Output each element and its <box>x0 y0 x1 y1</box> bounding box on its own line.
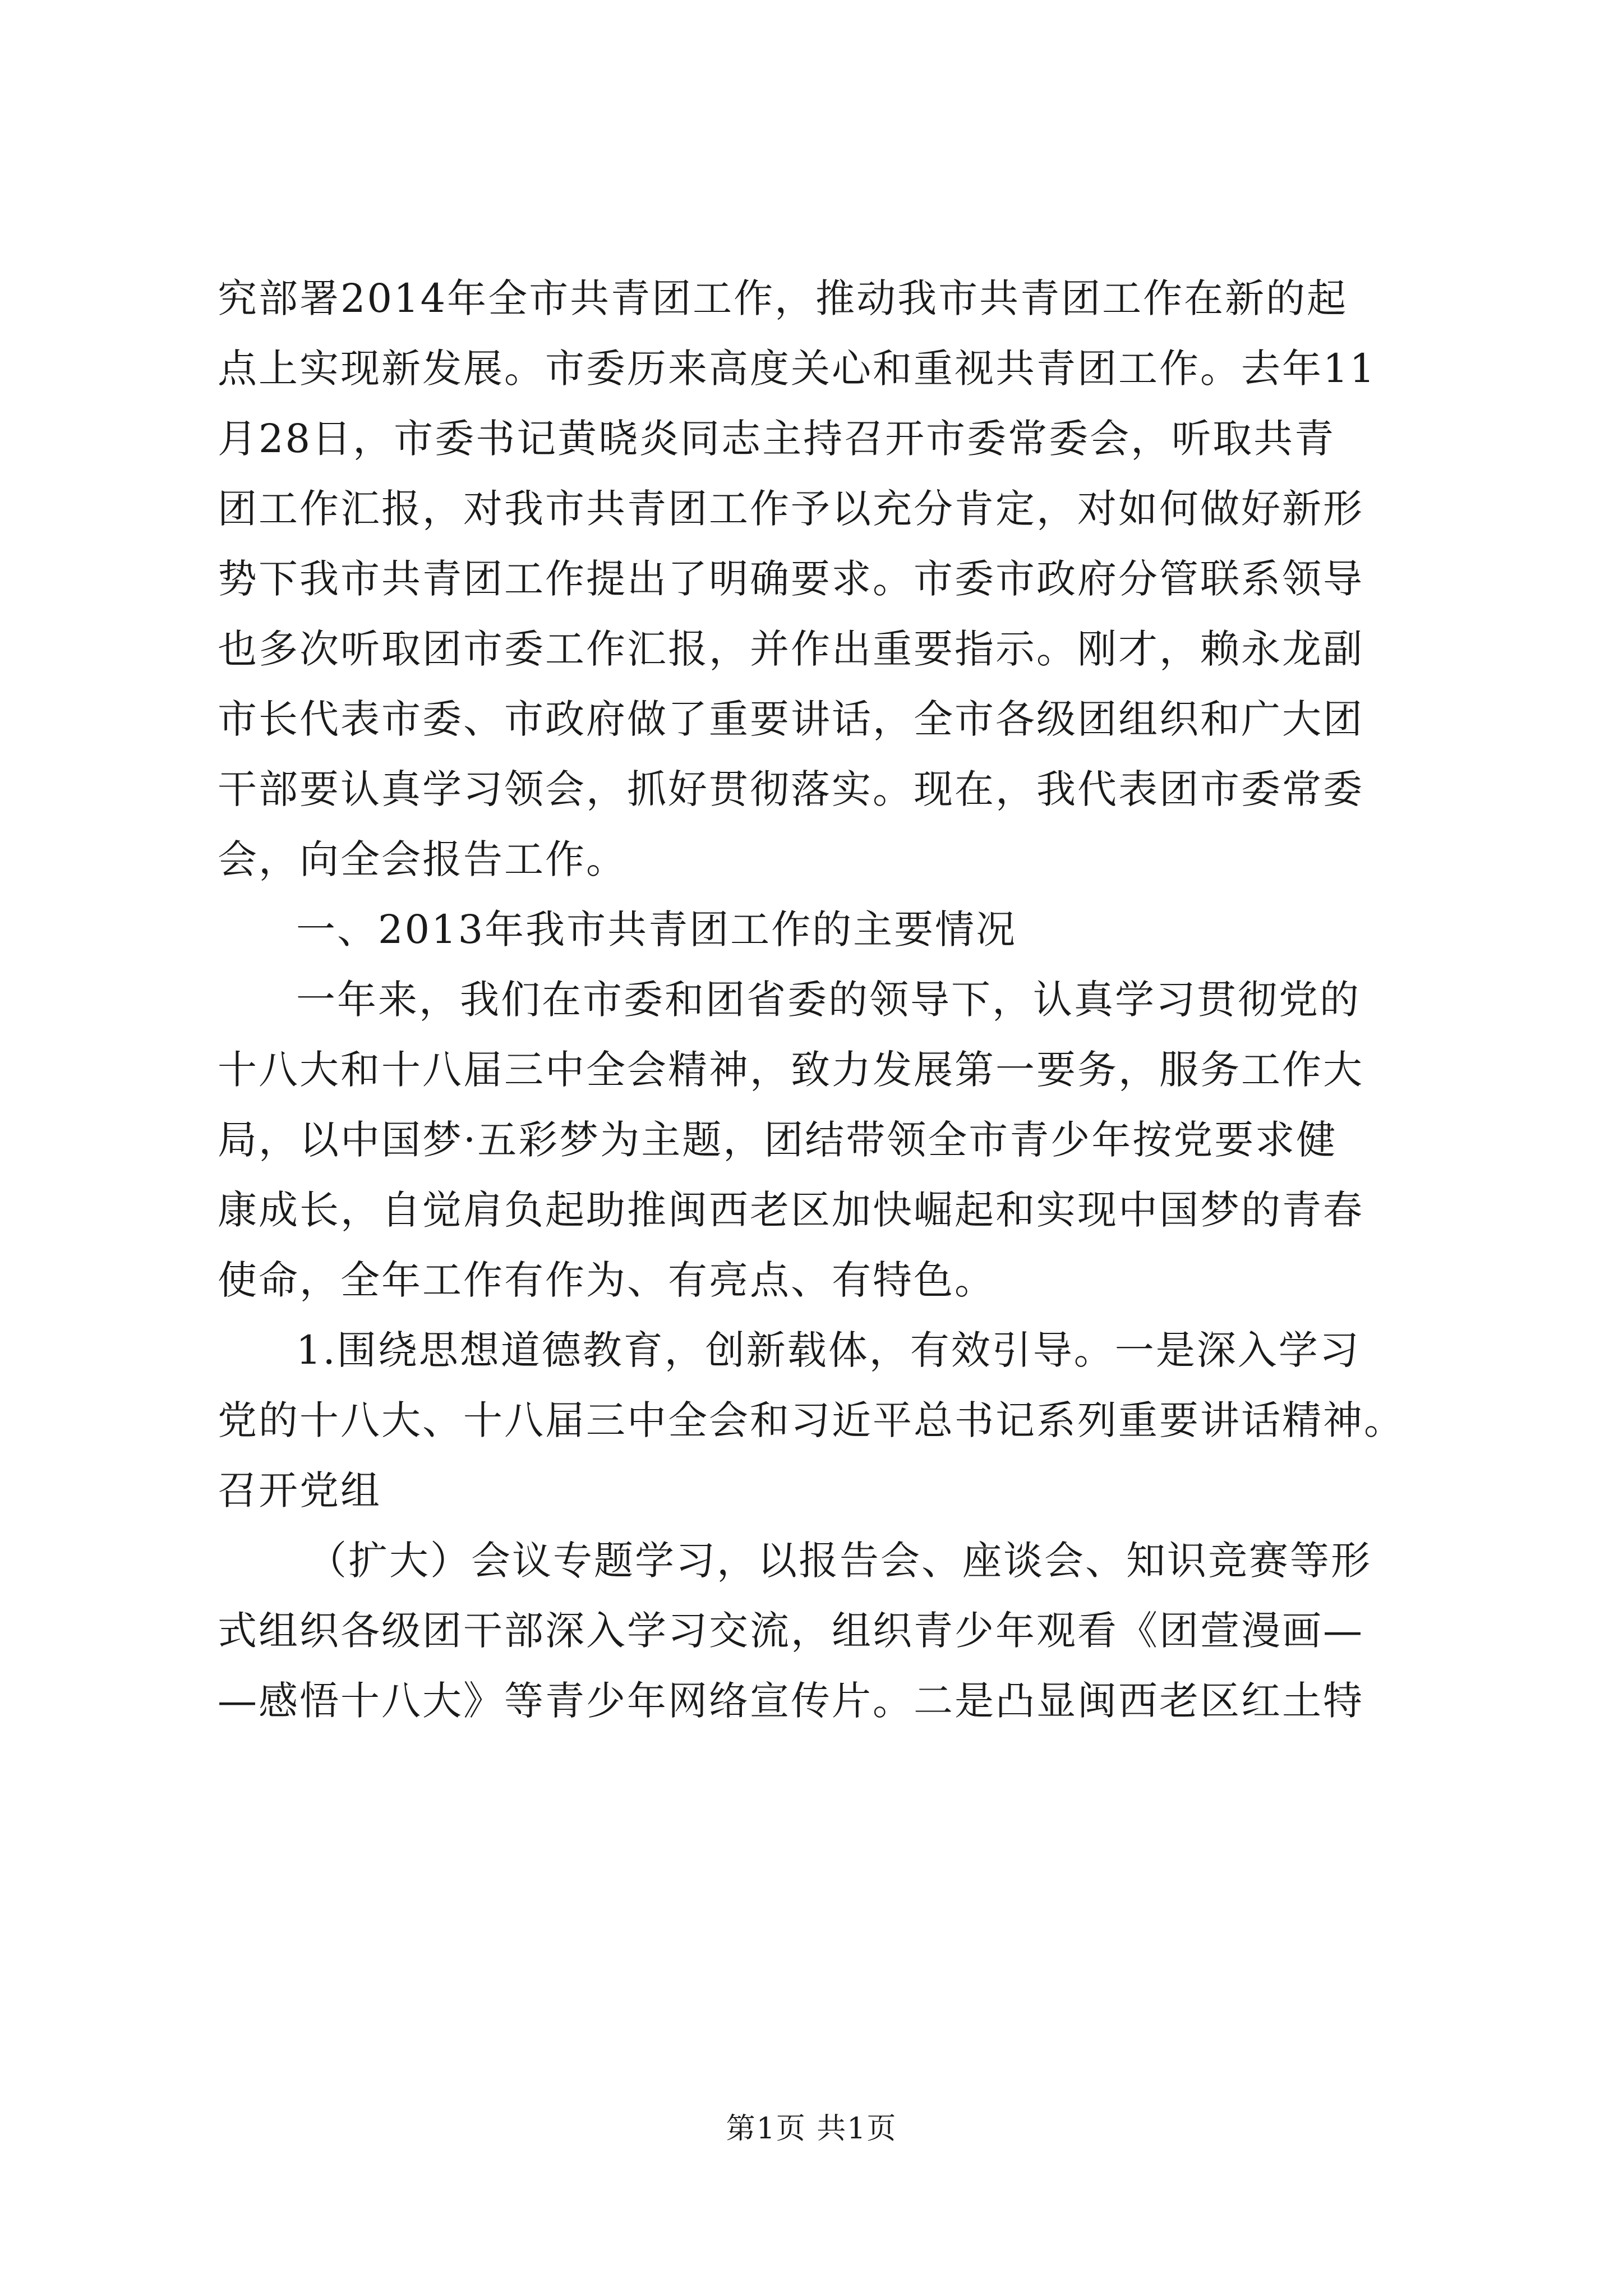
text-line: 1.围绕思想道德教育，创新载体，有效引导。一是深入学习 <box>296 1327 1361 1373</box>
text-line: 月28日，市委书记黄晓炎同志主持召开市委常委会，听取共青 <box>218 416 1336 462</box>
text-line: 十八大和十八届三中全会精神，致力发展第一要务，服务工作大 <box>218 1047 1364 1093</box>
text-line: 究部署2014年全市共青团工作，推动我市共青团工作在新的起 <box>218 275 1348 321</box>
section-heading: 一、2013年我市共青团工作的主要情况 <box>296 907 1017 953</box>
text-line: 一年来，我们在市委和团省委的领导下，认真学习贯彻党的 <box>296 977 1361 1023</box>
text-line: （扩大）会议专题学习，以报告会、座谈会、知识竞赛等形 <box>307 1538 1372 1584</box>
text-line: 点上实现新发展。市委历来高度关心和重视共青团工作。去年11 <box>218 346 1377 392</box>
text-line: 式组织各级团干部深入学习交流，组织青少年观看《团萱漫画— <box>218 1608 1364 1654</box>
text-line: —感悟十八大》等青少年网络宣传片。二是凸显闽西老区红土特 <box>218 1678 1364 1724</box>
text-line: 会，向全会报告工作。 <box>218 836 627 882</box>
text-line: 局，以中国梦·五彩梦为主题，团结带领全市青少年按党要求健 <box>218 1117 1338 1163</box>
text-line: 使命，全年工作有作为、有亮点、有特色。 <box>218 1257 995 1303</box>
text-line: 也多次听取团市委工作汇报，并作出重要指示。刚才，赖永龙副 <box>218 626 1364 672</box>
text-line: 团工作汇报，对我市共青团工作予以充分肯定，对如何做好新形 <box>218 486 1364 532</box>
text-line: 市长代表市委、市政府做了重要讲话，全市各级团组织和广大团 <box>218 696 1364 742</box>
document-body <box>218 264 1407 1736</box>
text-line: 党的十八大、十八届三中全会和习近平总书记系列重要讲话精神。 <box>218 1397 1405 1443</box>
text-line: 召开党组 <box>218 1467 381 1513</box>
page-footer: 第1页 共1页 <box>726 2112 897 2146</box>
text-line: 康成长，自觉肩负起助推闽西老区加快崛起和实现中国梦的青春 <box>218 1187 1364 1233</box>
text-line: 干部要认真学习领会，抓好贯彻落实。现在，我代表团市委常委 <box>218 766 1364 812</box>
text-line: 势下我市共青团工作提出了明确要求。市委市政府分管联系领导 <box>218 556 1364 602</box>
